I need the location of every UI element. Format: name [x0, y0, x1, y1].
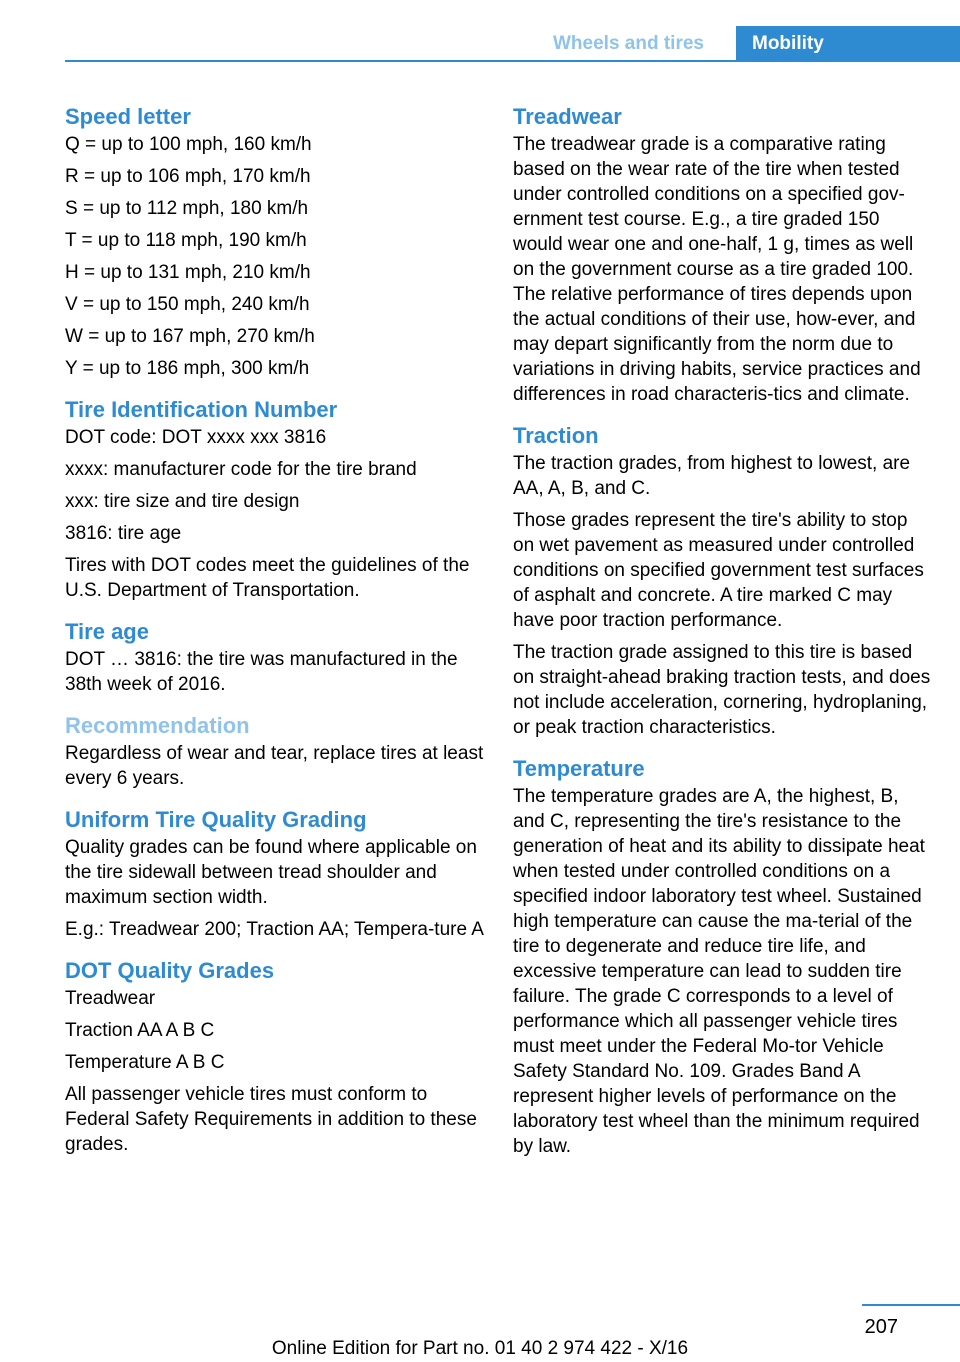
- speed-letter-line: W = up to 167 mph, 270 km/h: [65, 326, 315, 347]
- dot-grades-line: Treadwear: [65, 988, 156, 1009]
- footer-rule: [862, 1304, 960, 1306]
- dot-grades-paragraph: All passenger vehicle tires must conform to Federal Safety Requirements in addition to these grades.: [65, 1084, 477, 1155]
- temperature-heading: Temperature: [513, 756, 645, 781]
- speed-letter-line: R = up to 106 mph, 170 km/h: [65, 166, 311, 187]
- dot-grades-section: [65, 956, 485, 1157]
- speed-letter-section: [65, 102, 485, 381]
- traction-paragraph: The traction grade assigned to this tire is based on straight-ahead braking traction tests, and does not include acceleration, cornering, hydroplaning, or peak traction characteristics.: [513, 642, 931, 738]
- treadwear-section: [513, 102, 933, 407]
- traction-paragraph: The traction grades, from highest to lowest, are AA, A, B, and C.: [513, 453, 911, 499]
- edition-footer: Online Edition for Part no. 01 40 2 974 422 - X/16: [271, 1338, 689, 1359]
- tin-section: [65, 395, 485, 603]
- utqg-section: [65, 805, 485, 942]
- traction-section: [513, 421, 933, 740]
- treadwear-text: The treadwear grade is a comparative rating based on the wear rate of the tire when tested under controlled conditions on a specified gov-ernment test course. E.g., a tire graded 150 would wear one and one-half, 1 g, times as well on the government course as a tire graded 100. The relative performance of tires depends upon the actual conditions of their use, how-ever, and may depart significantly from the norm due to variations in driving habits, service practices and differences in road characteris-tics and climate.: [513, 134, 921, 405]
- dot-grades-heading: DOT Quality Grades: [65, 958, 275, 983]
- speed-letter-line: Q = up to 100 mph, 160 km/h: [65, 134, 312, 155]
- speed-letter-line: V = up to 150 mph, 240 km/h: [65, 294, 310, 315]
- speed-letter-line: S = up to 112 mph, 180 km/h: [65, 198, 309, 219]
- header-rule: [65, 60, 960, 62]
- recommendation-text: Regardless of wear and tear, replace tires at least every 6 years.: [65, 743, 484, 789]
- tire-age-heading: Tire age: [65, 619, 149, 644]
- tin-line: DOT code: DOT xxxx xxx 3816: [65, 427, 327, 448]
- left-column: [65, 102, 485, 1171]
- tire-age-text: DOT … 3816: the tire was manufactured in the 38th week of 2016.: [65, 649, 458, 695]
- dot-grades-line: Temperature A B C: [65, 1052, 225, 1073]
- speed-letter-line: T = up to 118 mph, 190 km/h: [65, 230, 307, 251]
- traction-paragraph: Those grades represent the tire's ability to stop on wet pavement as measured under controlled conditions on specified government test surfaces of asphalt and concrete. A tire marked C may have poor traction performance.: [513, 510, 924, 631]
- utqg-paragraph: Quality grades can be found where applicable on the tire sidewall between tread shoulder and maximum section width.: [65, 837, 477, 908]
- speed-letter-heading: Speed letter: [65, 104, 191, 129]
- temperature-text: The temperature grades are A, the highest, B, and C, representing the tire's resistance to the generation of heat and its ability to dissipate heat when tested under controlled conditions on a specified indoor laboratory test wheel. Sustained high temperature can cause the ma-terial of the tire to degenerate and reduce tire life, and excessive temperature can lead to sudden tire failure. The grade C corresponds to a level of performance which all passenger vehicle tires must meet under the Federal Mo-tor Vehicle Safety Standard No. 109. Grades Band A represent higher levels of performance on the laboratory test wheel than the minimum required by law.: [513, 786, 925, 1157]
- speed-letter-line: Y = up to 186 mph, 300 km/h: [65, 358, 310, 379]
- tin-line: 3816: tire age: [65, 523, 182, 544]
- dot-grades-line: Traction AA A B C: [65, 1020, 215, 1041]
- traction-heading: Traction: [513, 423, 599, 448]
- tire-age-section: [65, 617, 485, 697]
- recommendation-heading: Recommendation: [65, 713, 250, 738]
- tin-paragraph: Tires with DOT codes meet the guidelines of the U.S. Department of Transportation.: [65, 555, 470, 601]
- utqg-example: E.g.: Treadwear 200; Traction AA; Tempera-ture A: [65, 919, 484, 940]
- tin-heading: Tire Identification Number: [65, 397, 338, 422]
- page-header: [0, 0, 960, 62]
- recommendation-section: [65, 711, 485, 791]
- tin-line: xxxx: manufacturer code for the tire brand: [65, 459, 417, 480]
- temperature-section: [513, 754, 933, 1159]
- page-number: 207: [864, 1316, 898, 1338]
- right-column: [513, 102, 933, 1173]
- treadwear-heading: Treadwear: [513, 104, 622, 129]
- utqg-heading: Uniform Tire Quality Grading: [65, 807, 367, 832]
- chapter-tab: Mobility: [736, 26, 960, 62]
- speed-letter-line: H = up to 131 mph, 210 km/h: [65, 262, 311, 283]
- section-tab: Wheels and tires: [553, 33, 704, 54]
- tin-line: xxx: tire size and tire design: [65, 491, 300, 512]
